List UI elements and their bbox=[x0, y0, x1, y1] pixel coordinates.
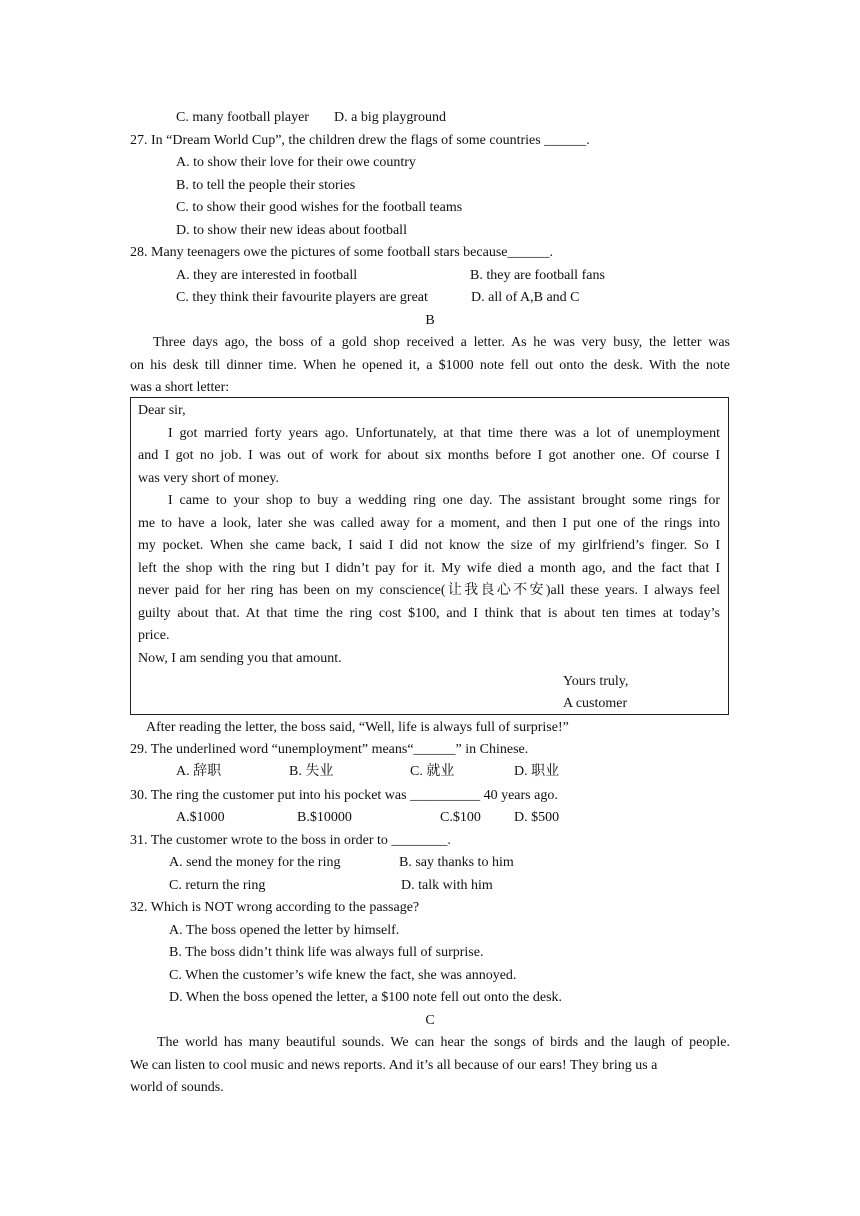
section-b-heading: B bbox=[425, 313, 435, 328]
section-b-intro-line-3: was a short letter: bbox=[130, 380, 230, 395]
q30-option-d: D. $500 bbox=[514, 810, 560, 825]
letter-p2-line-6: guilty about that. At that time the ring cost $100, and I think that is about ten times at today’s bbox=[138, 606, 720, 621]
q27-stem: 27. In “Dream World Cup”, the children drew the flags of some countries ______. bbox=[130, 133, 590, 148]
q32-option-c: C. When the customer’s wife knew the fact, she was annoyed. bbox=[169, 968, 517, 983]
letter-p2-line-2: me to have a look, later she was called away for a moment, and then I put one of the rings into bbox=[138, 516, 720, 531]
q27-option-b: B. to tell the people their stories bbox=[176, 178, 356, 193]
section-b-intro-line-1: Three days ago, the boss of a gold shop received a letter. As he was very busy, the letter was bbox=[153, 335, 730, 350]
q26-option-c: C. many football player bbox=[176, 110, 309, 125]
q29-option-d: D. 职业 bbox=[514, 764, 560, 779]
letter-closing: Yours truly, bbox=[563, 674, 629, 689]
q32-stem: 32. Which is NOT wrong according to the passage? bbox=[130, 900, 420, 915]
letter-signature: A customer bbox=[563, 696, 628, 711]
q29-stem: 29. The underlined word “unemployment” means“______” in Chinese. bbox=[130, 742, 529, 757]
q28-option-d: D. all of A,B and C bbox=[471, 290, 580, 305]
q30-option-a: A.$1000 bbox=[176, 810, 225, 825]
letter-p2-line-5: never paid for her ring has been on my conscience(让我良心不安)all these years. I always feel bbox=[138, 583, 720, 598]
q28-stem: 28. Many teenagers owe the pictures of some football stars because______. bbox=[130, 245, 553, 260]
q29-option-c: C. 就业 bbox=[410, 764, 455, 779]
letter-p1-line-3: was very short of money. bbox=[138, 471, 280, 486]
q32-option-d: D. When the boss opened the letter, a $100 note fell out onto the desk. bbox=[169, 990, 563, 1005]
letter-p1-line-2: and I got no job. I was out of work for about six months before I got another one. Of course I bbox=[138, 448, 720, 463]
section-c-intro-line-3: world of sounds. bbox=[130, 1080, 224, 1095]
q31-option-a: A. send the money for the ring bbox=[169, 855, 341, 870]
q26-option-d: D. a big playground bbox=[334, 110, 446, 125]
letter-p2-line-1: I came to your shop to buy a wedding ring one day. The assistant brought some rings for bbox=[168, 493, 720, 508]
section-b-intro-line-2: on his desk till dinner time. When he opened it, a $1000 note fell out onto the desk. With the note bbox=[130, 358, 730, 373]
q28-option-b: B. they are football fans bbox=[470, 268, 605, 283]
letter-p2-line-7: price. bbox=[138, 628, 170, 643]
q28-option-c: C. they think their favourite players are great bbox=[176, 290, 428, 305]
q29-option-b: B. 失业 bbox=[289, 764, 334, 779]
section-c-heading: C bbox=[425, 1013, 435, 1028]
q28-option-a: A. they are interested in football bbox=[176, 268, 358, 283]
q27-option-d: D. to show their new ideas about football bbox=[176, 223, 407, 238]
section-c-intro-line-2: We can listen to cool music and news reports. And it’s all because of our ears! They bring us a bbox=[130, 1058, 658, 1073]
section-c-intro-line-1: The world has many beautiful sounds. We can hear the songs of birds and the laugh of people. bbox=[157, 1035, 730, 1050]
letter-p2-line-4: left the shop with the ring but I didn’t pay for it. My wife died a month ago, and the fact that I bbox=[138, 561, 720, 576]
q31-option-d: D. talk with him bbox=[401, 878, 493, 893]
letter-p3: Now, I am sending you that amount. bbox=[138, 651, 342, 666]
q30-option-c: C.$100 bbox=[440, 810, 481, 825]
letter-p1-line-1: I got married forty years ago. Unfortunately, at that time there was a lot of unemployment bbox=[168, 426, 720, 441]
q27-option-a: A. to show their love for their owe country bbox=[176, 155, 416, 170]
q31-stem: 31. The customer wrote to the boss in order to ________. bbox=[130, 833, 451, 848]
q31-option-c: C. return the ring bbox=[169, 878, 266, 893]
q29-option-a: A. 辞职 bbox=[176, 764, 222, 779]
letter-p2-line-3: my pocket. When she came back, I said I did not know the size of my girlfriend’s finger. So I bbox=[138, 538, 720, 553]
q27-option-c: C. to show their good wishes for the football teams bbox=[176, 200, 463, 215]
q32-option-a: A. The boss opened the letter by himself. bbox=[169, 923, 400, 938]
q31-option-b: B. say thanks to him bbox=[399, 855, 514, 870]
letter-salutation: Dear sir, bbox=[138, 403, 186, 418]
section-b-after: After reading the letter, the boss said, “Well, life is always full of surprise!” bbox=[146, 720, 569, 735]
q30-option-b: B.$10000 bbox=[297, 810, 352, 825]
q32-option-b: B. The boss didn’t think life was always full of surprise. bbox=[169, 945, 484, 960]
q30-stem: 30. The ring the customer put into his pocket was __________ 40 years ago. bbox=[130, 788, 558, 803]
